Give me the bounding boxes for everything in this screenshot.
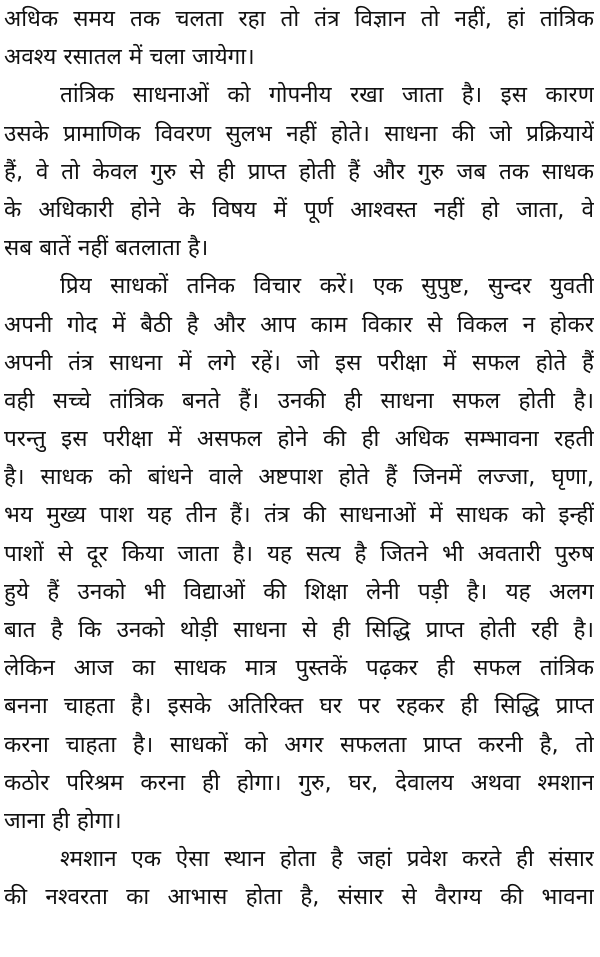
text-line: उसके प्रामाणिक विवरण सुलभ नहीं होते। साधना की जो प्रक्रियायें	[4, 120, 594, 147]
text-line: हैं, वे तो केवल गुरु से ही प्राप्त होती हैं और गुरु जब तक साधक	[4, 158, 594, 185]
text-line: अपनी तंत्र साधना में लगे रहें। जो इस परीक्षा में सफल होते हैं	[4, 349, 594, 376]
text-line: की नश्वरता का आभास होता है, संसार से वैराग्य की भावना	[4, 884, 594, 911]
text-line: के अधिकारी होने के विषय में पूर्ण आश्वस्त नहीं हो जाता, वे	[4, 196, 594, 223]
text-line: परन्तु इस परीक्षा में असफल होने की ही अधिक सम्भावना रहती	[4, 426, 594, 453]
text-line: बात है कि उनको थोड़ी साधना से ही सिद्धि प्राप्त होती रही है।	[4, 617, 594, 643]
text-line: जाना ही होगा।	[4, 807, 122, 834]
paragraph-start-line: श्मशान एक ऐसा स्थान होता है जहां प्रवेश करते ही संसार	[60, 846, 594, 873]
text-line: बनना चाहता है। इसके अतिरिक्त घर पर रहकर ही सिद्धि प्राप्त	[4, 693, 594, 720]
text-line: लेकिन आज का साधक मात्र पुस्तकें पढ़कर ही सफल तांत्रिक	[4, 655, 594, 682]
text-line: अवश्य रसातल में चला जायेगा।	[4, 44, 255, 71]
text-line: करना चाहता है। साधकों को अगर सफलता प्राप्त करनी है, तो	[4, 731, 594, 758]
text-line: पाशों से दूर किया जाता है। यह सत्य है जितने भी अवतारी पुरुष	[4, 540, 594, 567]
text-line: वही सच्चे तांत्रिक बनते हैं। उनकी ही साधना सफल होती है।	[4, 387, 594, 414]
text-line: कठोर परिश्रम करना ही होगा। गुरु, घर, देवालय अथवा श्मशान	[4, 769, 594, 796]
text-line: अपनी गोद में बैठी है और आप काम विकार से विकल न होकर	[4, 311, 594, 338]
paragraph-start-line: प्रिय साधकों तनिक विचार करें। एक सुपुष्ट, सुन्दर युवती	[60, 273, 594, 300]
text-line: है। साधक को बांधने वाले अष्टपाश होते हैं जिनमें लज्जा, घृणा,	[4, 464, 594, 491]
text-line: अधिक समय तक चलता रहा तो तंत्र विज्ञान तो नहीं, हां तांत्रिक	[4, 6, 594, 32]
paragraph-start-line: तांत्रिक साधनाओं को गोपनीय रखा जाता है। इस कारण	[60, 82, 594, 109]
text-line: हुये हैं उनको भी विद्याओं की शिक्षा लेनी पड़ी है। यह अलग	[4, 578, 594, 605]
text-line: सब बातें नहीं बतलाता है।	[4, 235, 209, 262]
text-line: भय मुख्य पाश यह तीन हैं। तंत्र की साधनाओं में साधक को इन्हीं	[4, 502, 594, 529]
